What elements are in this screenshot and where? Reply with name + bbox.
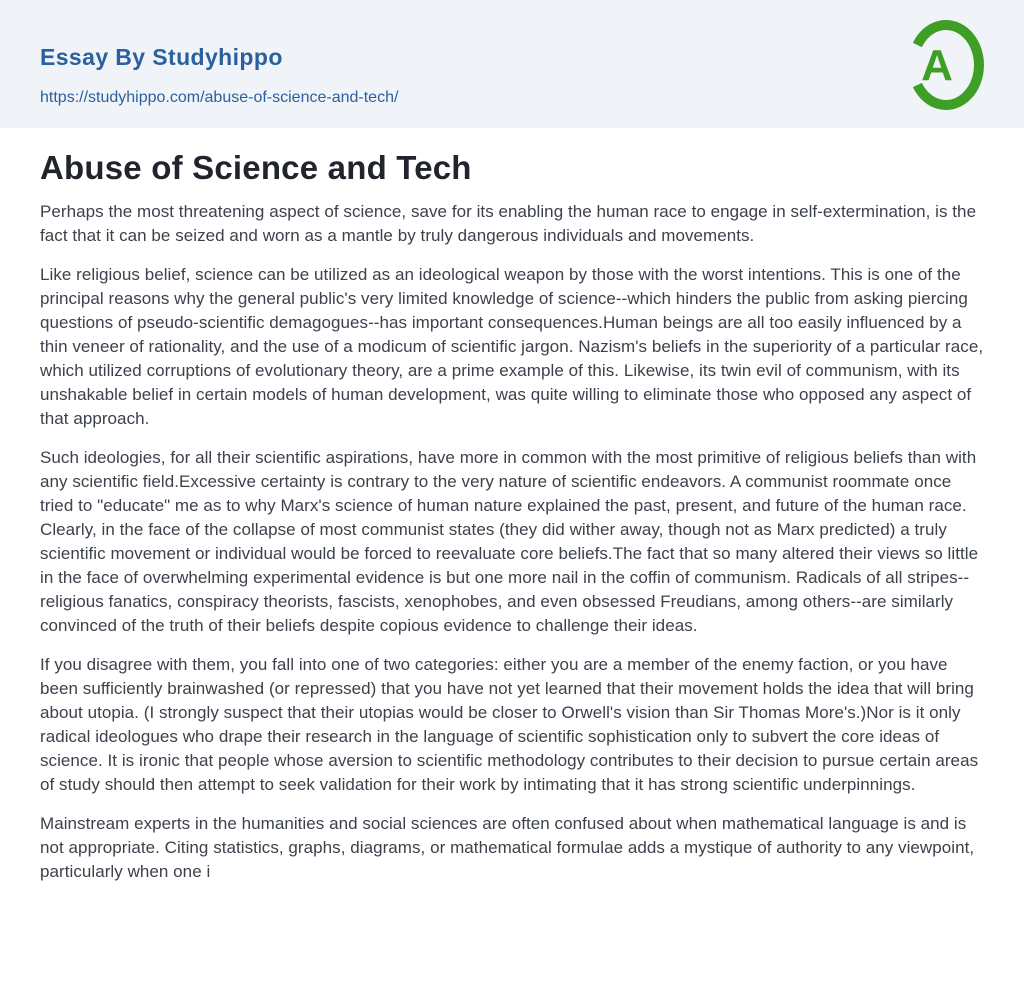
site-title: Essay By Studyhippo (40, 44, 283, 70)
page-url-link[interactable]: https://studyhippo.com/abuse-of-science-and-tech/ (40, 89, 399, 106)
article-paragraph-3: Such ideologies, for all their scientific aspirations, have more in common with the most primitive of religious beliefs than with any scientific field.Excessive certainty is contrary to the very nature of scientific endeavors. A communist roommate once tried to "educate" me as to why Marx's science of human nature explained the past, present, and future of the human race. Clearly, in the face of the collapse of most communist states (they did wither away, though not as Marx predicted) a truly scientific movement or individual would be forced to reevaluate core beliefs.The fact that so many altered their views so little in the face of overwhelming experimental evidence is but one more nail in the coffin of communism. Radicals of all stripes-- religious fanatics, conspiracy theorists, fascists, xenophobes, and even obsessed Freudians, among others--are similarly convinced of the truth of their beliefs despite copious evidence to challenge their ideas. (40, 448, 979, 635)
article-paragraph-5: Mainstream experts in the humanities and social sciences are often confused about when mathematical language is and is not appropriate. Citing statistics, graphs, diagrams, or mathematical formulae adds a mystique of authority to any viewpoint, particularly when one i (40, 814, 975, 881)
article-paragraph-4: If you disagree with them, you fall into one of two categories: either you are a member of the enemy faction, or you have been sufficiently brainwashed (or repressed) that you have not yet learned that their movement holds the idea that will bring about utopia. (I strongly suspect that their utopias would be closer to Orwell's vision than Sir Thomas More's.)Nor is it only radical ideologues who drape their research in the language of scientific sophistication only to subvert the core ideas of science. It is ironic that people whose aversion to scientific methodology contributes to their decision to pursue certain areas of study should then attempt to seek validation for their work by intimating that it has strong scientific underpinnings. (40, 655, 979, 794)
studyhippo-logo-icon (906, 18, 986, 112)
article (0, 128, 1024, 884)
article-paragraph-1: Perhaps the most threatening aspect of science, save for its enabling the human race to engage in self-extermination, is the fact that it can be seized and worn as a mantle by truly dangerous individuals and movements. (40, 202, 977, 245)
logo-letter: A (921, 41, 953, 90)
article-paragraph-2: Like religious belief, science can be utilized as an ideological weapon by those with the worst intentions. This is one of the principal reasons why the general public's very limited knowledge of science--which hinders the public from asking piercing questions of pseudo-scientific demagogues--has important consequences.Human beings are all too easily influenced by a thin veneer of rationality, and the use of a modicum of scientific jargon. Nazism's beliefs in the superiority of a particular race, which utilized corruptions of evolutionary theory, are a prime example of this. Likewise, its twin evil of communism, with its unshakable belief in certain models of human development, was quite willing to eliminate those who opposed any aspect of that approach. (40, 265, 984, 428)
page-header (0, 0, 1024, 128)
article-title: Abuse of Science and Tech (40, 149, 472, 186)
